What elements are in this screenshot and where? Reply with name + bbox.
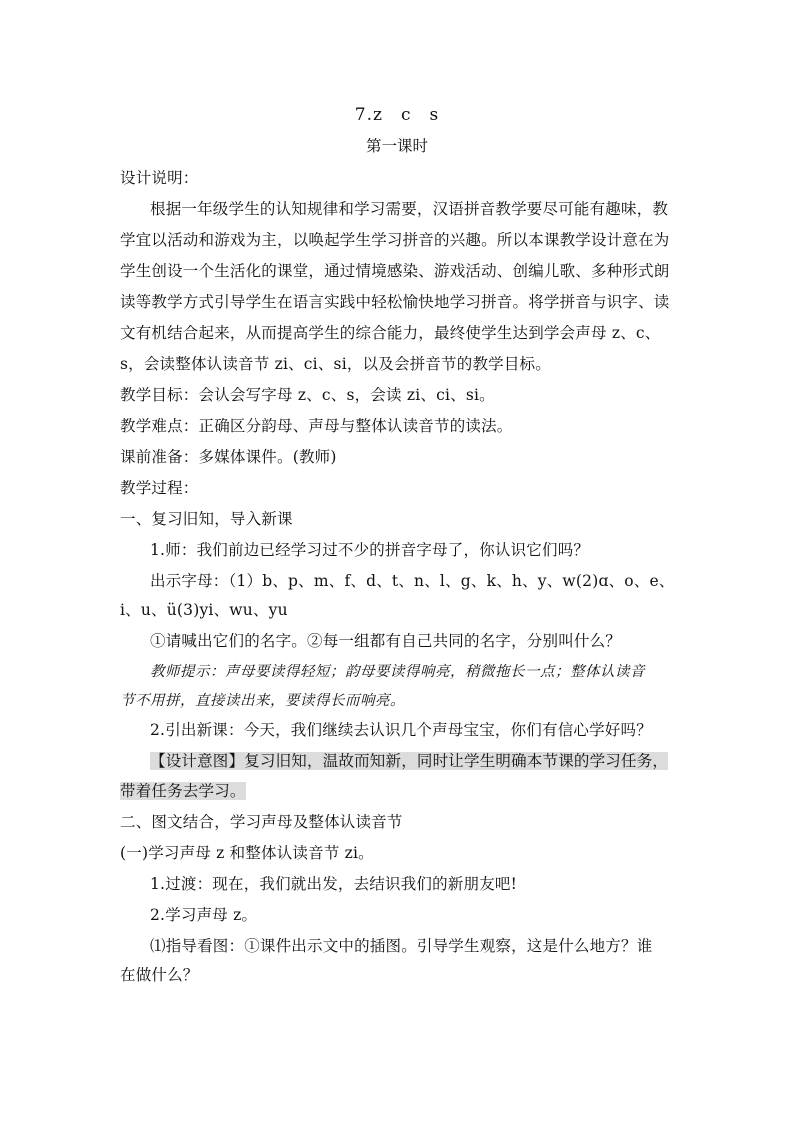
section-heading-2: 二、图文结合，学习声母及整体认读音节 (120, 813, 403, 831)
teaching-goal: 教学目标：会认会写字母 z、c、s，会读 zi、ci、si。 (120, 386, 495, 404)
process-label: 教学过程： (120, 479, 199, 497)
subsection-heading-1: (一)学习声母 z 和整体认读音节 zi。 (120, 844, 374, 862)
picture-guide-line-1: ⑴指导看图：①课件出示文中的插图。引导学生观察，这是什么地方？谁 (150, 937, 653, 955)
design-line-5: 文有机结合起来，从而提高学生的综合能力，最终使学生达到学会声母 z、c、 (120, 324, 661, 342)
lesson-title: 7.z c s (354, 105, 440, 125)
design-intent-line-1 (150, 751, 680, 771)
lesson-preparation: 课前准备：多媒体课件。(教师) (120, 448, 337, 466)
picture-guide-line-2: 在做什么？ (120, 966, 199, 984)
design-label: 设计说明： (120, 169, 199, 187)
transition-item: 1.过渡：现在，我们就出发，去结识我们的新朋友吧! (150, 875, 518, 893)
design-line-4: 读等教学方式引导学生在语言实践中轻松愉快地学习拼音。将学拼音与识字、读 (120, 293, 670, 311)
design-intent-highlight-1: 【设计意图】复习旧知，温故而知新，同时让学生明确本节课的学习任务， (150, 752, 669, 770)
design-line-1: 根据一年级学生的认知规律和学习需要，汉语拼音教学要尽可能有趣味，教 (150, 200, 669, 218)
design-line-3: 学生创设一个生活化的课堂，通过情境感染、游戏活动、创编儿歌、多种形式朗 (120, 262, 670, 280)
teacher-hint-line-1: 教师提示：声母要读得轻短；韵母要读得响亮，稍微拖长一点；整体认读音 (150, 664, 645, 680)
learn-z-item: 2.学习声母 z。 (150, 906, 258, 924)
design-line-6: s，会读整体认读音节 zi、ci、si，以及会拼音节的教学目标。 (120, 355, 551, 373)
design-intent-line-2 (120, 781, 680, 801)
design-intent-highlight-2: 带着任务去学习。 (120, 782, 246, 800)
review-ask: ①请喊出它们的名字。②每一组都有自己共同的名字，分别叫什么？ (150, 632, 622, 650)
letters-shown-line-1: 出示字母：（1）b、p、m、f、d、t、n、l、g、k、h、y、w(2)ɑ、o、e、 (150, 572, 675, 590)
letters-shown-line-2: i、u、ü(3)yi、wu、yu (120, 601, 288, 619)
new-lesson-intro: 2.引出新课：今天，我们继续去认识几个声母宝宝，你们有信心学好吗？ (150, 721, 652, 739)
review-question: 1.师：我们前边已经学习过不少的拼音字母了，你认识它们吗？ (150, 541, 590, 559)
section-heading-1: 一、复习旧知，导入新课 (120, 510, 293, 528)
teacher-hint-line-2: 节不用拼，直接读出来，要读得长而响亮。 (120, 693, 405, 709)
design-line-2: 学宜以活动和游戏为主，以唤起学生学习拼音的兴趣。所以本课教学设计意在为 (120, 231, 670, 249)
lesson-subtitle: 第一课时 (365, 137, 428, 155)
teaching-difficulty: 教学难点：正确区分韵母、声母与整体认读音节的读法。 (120, 417, 513, 435)
